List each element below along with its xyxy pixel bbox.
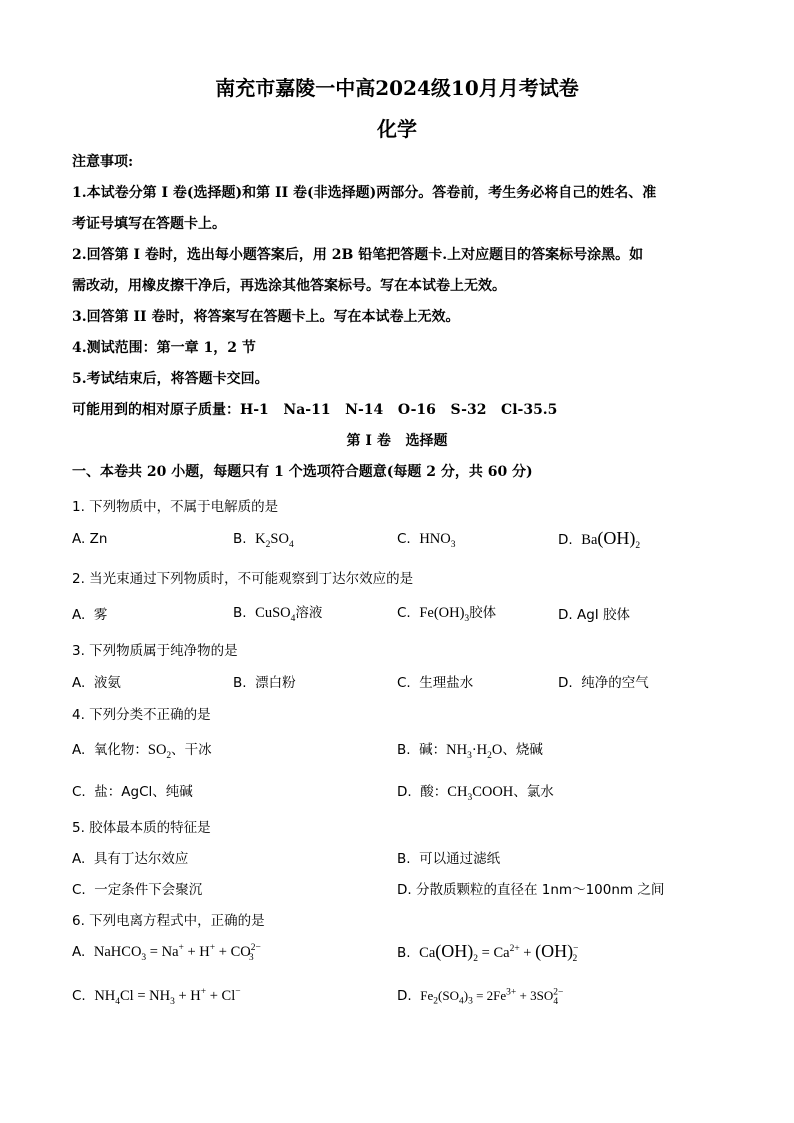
question-4-option-b: B. 碱：$NH_3\cdot H_2O$、烧碱 bbox=[397, 742, 543, 761]
question-2-option-d: D. AgI 胶体 bbox=[558, 607, 631, 623]
question-3-option-b: B. 漂白粉 bbox=[233, 675, 296, 691]
notice-item-2-cont: 需改动，用橡皮擦干净后，再选涂其他答案标号。写在本试卷上无效。 bbox=[72, 278, 506, 294]
question-4-option-c: C. 盐：AgCl、纯碱 bbox=[72, 784, 193, 800]
question-6-option-d: D. $Fe_2(SO_4)_3 = 2Fe^{3+} + 3SO^{2-}_4$ bbox=[397, 987, 564, 1007]
section-instruction: 一、本卷共 20 小题，每题只有 1 个选项符合题意(每题 2 分，共 60 分) bbox=[72, 464, 533, 480]
question-1-option-d: D. $Ba(OH)_2$ bbox=[558, 528, 641, 551]
section-heading: 第 I 卷 选择题 bbox=[346, 433, 448, 449]
question-5-option-b: B. 可以通过滤纸 bbox=[397, 851, 501, 867]
notice-item-4: 4.测试范围：第一章 1，2 节 bbox=[72, 340, 256, 356]
question-4-stem: 4. 下列分类不正确的是 bbox=[72, 707, 211, 723]
question-4-option-a: A. 氧化物：$SO_2$、干冰 bbox=[72, 742, 212, 761]
question-3-option-d: D. 纯净的空气 bbox=[558, 675, 649, 691]
question-1-stem: 1. 下列物质中，不属于电解质的是 bbox=[72, 499, 279, 515]
notice-item-3: 3.回答第 II 卷时，将答案写在答题卡上。写在本试卷上无效。 bbox=[72, 309, 460, 325]
notice-heading: 注意事项: bbox=[72, 154, 134, 170]
question-4-option-d: D. 酸：$CH_3COOH$、氯水 bbox=[397, 784, 554, 803]
notice-item-1: 1.本试卷分第 I 卷(选择题)和第 II 卷(非选择题)两部分。答卷前，考生务必将自己的姓名、准 bbox=[72, 185, 657, 201]
question-2-option-c: C. $Fe(OH)_3$胶体 bbox=[397, 605, 497, 624]
question-2-option-a: A. 雾 bbox=[72, 607, 108, 623]
question-2-option-b: B. CuSO$_4$溶液 bbox=[233, 605, 323, 624]
exam-title: 南充市嘉陵一中高2024级10月月考试卷 bbox=[215, 76, 579, 100]
question-5-stem: 5. 胶体最本质的特征是 bbox=[72, 820, 211, 836]
atomic-mass-line: 可能用到的相对原子质量：H-1 Na-11 N-14 O-16 S-32 Cl-35.5 bbox=[72, 402, 558, 418]
question-3-option-a: A. 液氨 bbox=[72, 675, 121, 691]
notice-item-1-cont: 考证号填写在答题卡上。 bbox=[72, 216, 226, 232]
notice-item-5: 5.考试结束后，将答题卡交回。 bbox=[72, 371, 269, 387]
question-2-stem: 2. 当光束通过下列物质时，不可能观察到丁达尔效应的是 bbox=[72, 571, 414, 587]
notice-item-2: 2.回答第 I 卷时，选出每小题答案后，用 2B 铅笔把答题卡.上对应题目的答案标号涂黑。如 bbox=[72, 247, 644, 263]
question-6-option-b: B. $Ca(OH)_2 = Ca^{2+} + (OH)^-_2$ bbox=[397, 941, 579, 964]
question-5-option-c: C. 一定条件下会聚沉 bbox=[72, 882, 203, 898]
question-6-option-c: C. $NH_4Cl = NH_3 + H^+ + Cl^-$ bbox=[72, 987, 241, 1007]
question-3-stem: 3. 下列物质属于纯净物的是 bbox=[72, 643, 238, 659]
question-3-option-c: C. 生理盐水 bbox=[397, 675, 474, 691]
question-1-option-b: B. $K_2SO_4$ bbox=[233, 531, 294, 550]
question-6-stem: 6. 下列电离方程式中，正确的是 bbox=[72, 913, 265, 929]
question-1-option-c: C. $HNO_3$ bbox=[397, 531, 456, 550]
question-6-option-a: A. NaHCO$_3$ = $Na^+ + H^+ + CO^{2-}_3$ bbox=[72, 943, 261, 963]
question-5-option-d: D. 分散质颗粒的直径在 1nm～100nm 之间 bbox=[397, 882, 665, 898]
question-5-option-a: A. 具有丁达尔效应 bbox=[72, 851, 189, 867]
question-1-option-a: A. Zn bbox=[72, 531, 108, 547]
subject-title: 化学 bbox=[377, 117, 417, 141]
